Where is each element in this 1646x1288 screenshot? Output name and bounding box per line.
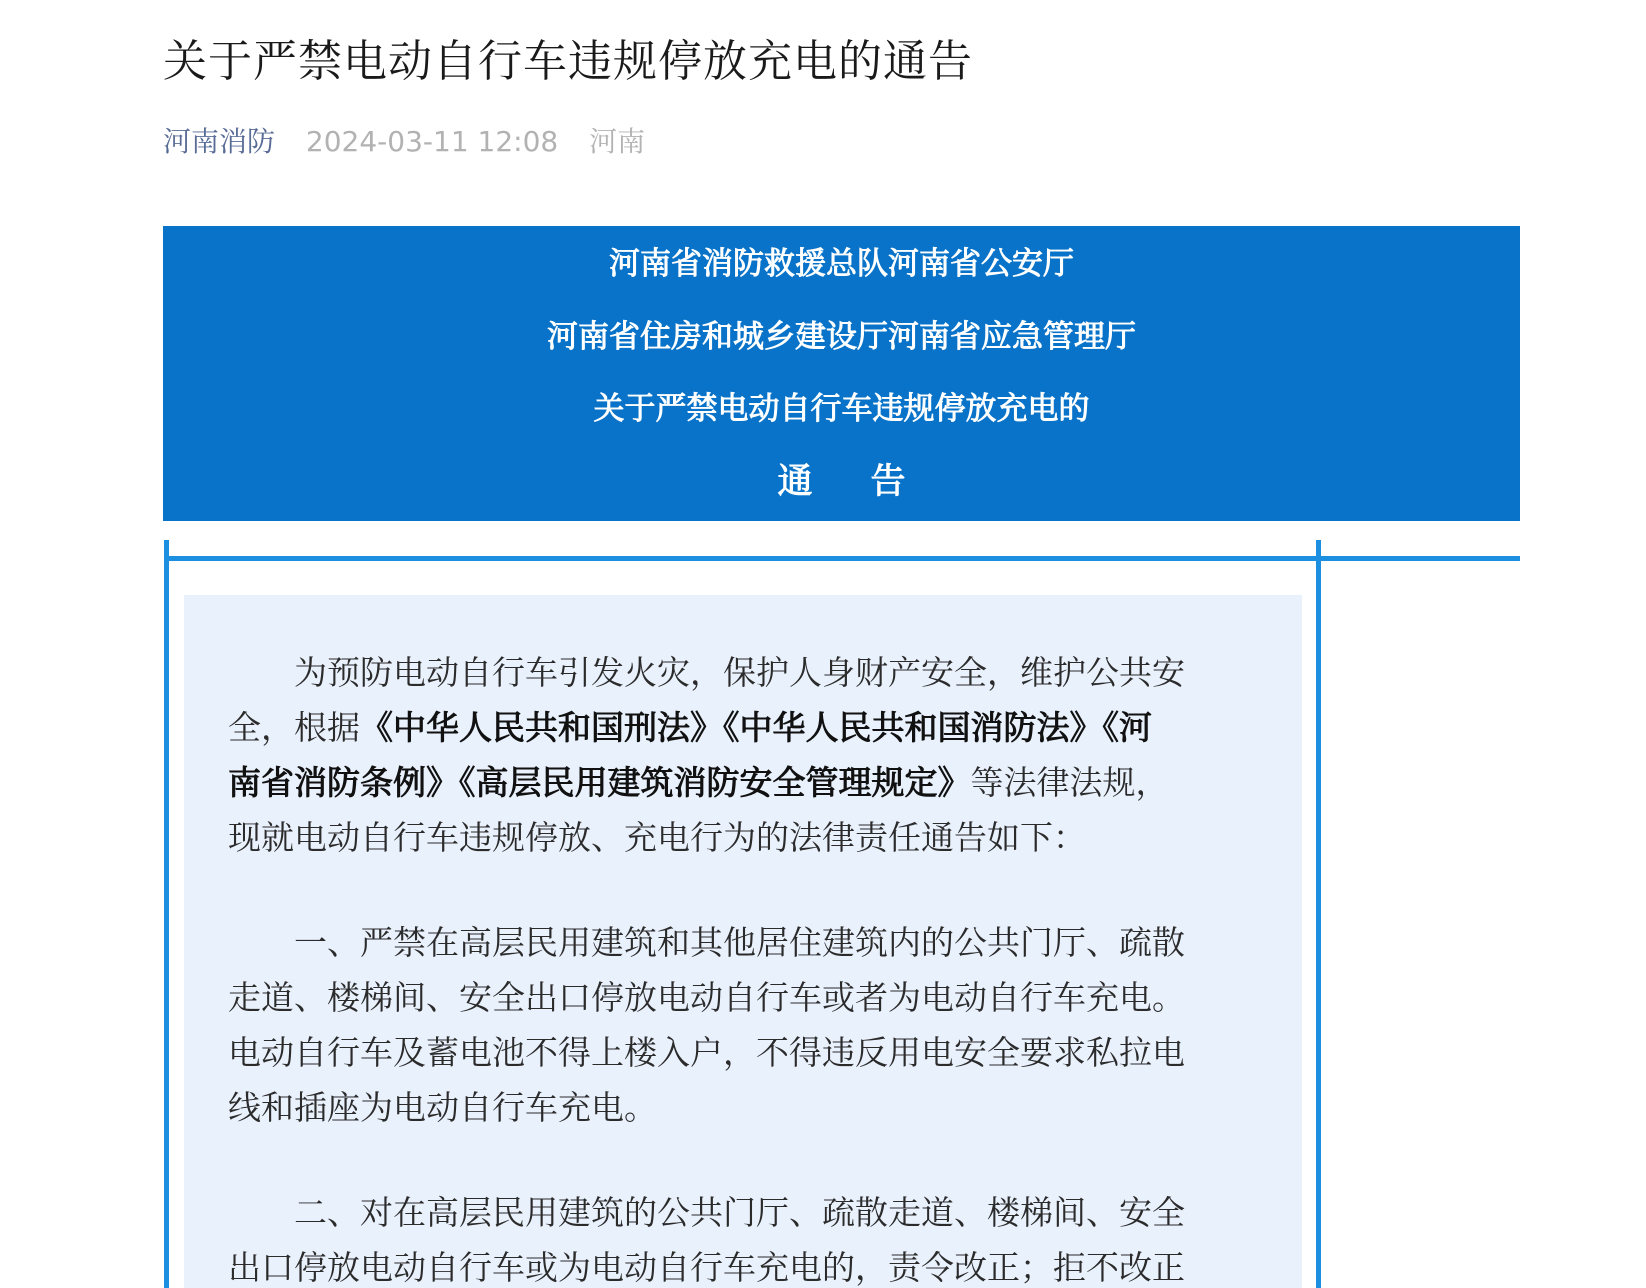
notice-body-box (184, 595, 1302, 1288)
article-title: 关于严禁电动自行车违规停放充电的通告 (163, 36, 973, 87)
frame-left-border (164, 540, 169, 1288)
account-name-link[interactable]: 河南消防 (163, 125, 276, 158)
paragraph-line: 电动自行车及蓄电池不得上楼入户，不得违反用电安全要求私拉电 (228, 1033, 1185, 1072)
law-citation-bold: 《中华人民共和国刑法》《中华人民共和国消防法》《河 (360, 708, 1152, 747)
paragraph-text: 等法律法规， (970, 763, 1169, 802)
paragraph-text: 全，根据 (228, 708, 360, 747)
banner-notice-char-1: 通 (777, 461, 813, 502)
law-citation-bold: 南省消防条例》《高层民用建筑消防安全管理规定》 (228, 763, 971, 802)
paragraph-line: 一、严禁在高层民用建筑和其他居住建筑内的公共门厅、疏散 (294, 923, 1185, 962)
paragraph-line: 线和插座为电动自行车充电。 (228, 1088, 657, 1127)
publish-region: 河南 (589, 125, 646, 158)
paragraph-line: 现就电动自行车违规停放、充电行为的法律责任通告如下： (228, 818, 1086, 857)
body-paragraph-item-2 (228, 1185, 1268, 1288)
paragraph-line (228, 700, 1268, 755)
article-meta (163, 122, 645, 162)
paragraph-line: 走道、楼梯间、安全出口停放电动自行车或者为电动自行车充电。 (228, 978, 1185, 1017)
frame-right-border (1316, 540, 1321, 1288)
paragraph-line: 出口停放电动自行车或为电动自行车充电的，责令改正；拒不改正 (228, 1248, 1185, 1287)
paragraph-line (228, 755, 1268, 810)
banner-line-issuers-2: 河南省住房和城乡建设厅河南省应急管理厅 (547, 319, 1136, 355)
body-paragraph-intro (228, 645, 1268, 865)
banner-notice-char-2: 告 (870, 461, 906, 502)
banner-line-issuers-1: 河南省消防救援总队河南省公安厅 (609, 246, 1074, 282)
banner-line-notice (163, 462, 1520, 502)
notice-header-banner (163, 226, 1520, 521)
paragraph-line: 二、对在高层民用建筑的公共门厅、疏散走道、楼梯间、安全 (294, 1193, 1185, 1232)
paragraph-line: 为预防电动自行车引发火灾，保护人身财产安全，维护公共安 (294, 653, 1185, 692)
banner-line-subject: 关于严禁电动自行车违规停放充电的 (593, 391, 1090, 427)
frame-top-border (169, 556, 1520, 561)
publish-time: 2024-03-11 12:08 (305, 125, 559, 158)
body-paragraph-item-1 (228, 915, 1268, 1135)
